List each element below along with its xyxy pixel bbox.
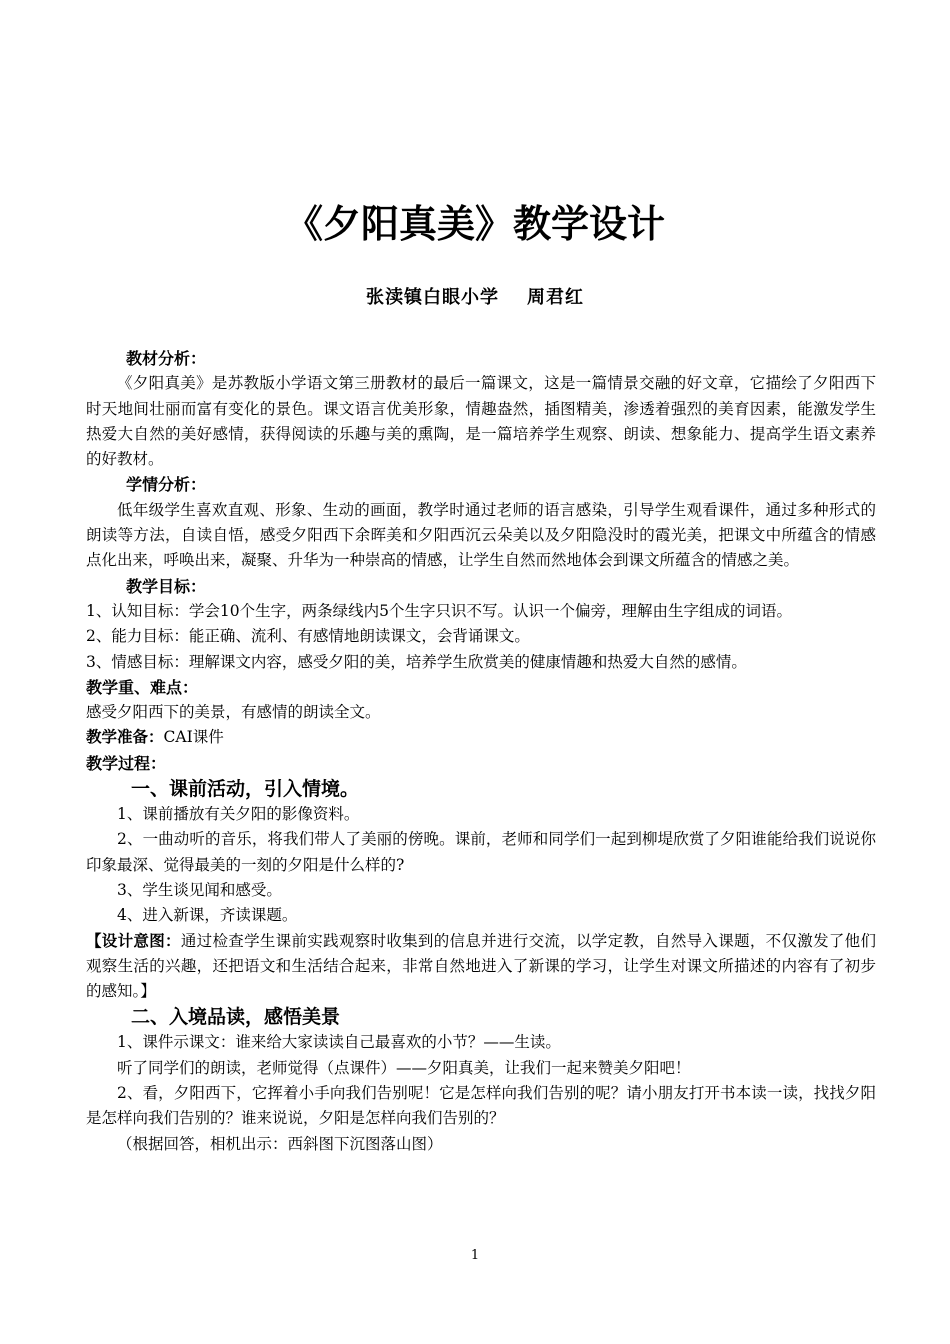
material-paragraph: 《夕阳真美》是苏教版小学语文第三册教材的最后一篇课文，这是一篇情景交融的好文章，它描绘了夕阳西下时天地间壮丽而富有变化的景色。课文语言优美形象，情趣盎然，插图精美，渗透着强烈的美育因素，能激发学生热爱大自然的美好感情，获得阅读的乐趣与美的熏陶，是一篇培养学生观察、朗读、想象能力、提高学生语文素养的好教材。 — [86, 374, 876, 469]
part1-item-3: 3、学生谈见闻和感受。 — [117, 880, 282, 899]
part1-heading: 一、课前活动，引入情境。 — [131, 778, 360, 801]
goals-heading: 教学目标： — [126, 576, 207, 596]
prep-heading: 教学准备： — [86, 728, 164, 747]
author-name: 周君红 — [527, 287, 584, 308]
part2-heading: 二、入境品读，感悟美景 — [131, 1006, 341, 1029]
part2-item-3: 2、看，夕阳西下，它挥着小手向我们告别呢！它是怎样向我们告别的呢？请小朋友打开书本读一读，找找夕阳是怎样向我们告别的？谁来说说，夕阳是怎样向我们告别的？ — [86, 1084, 876, 1128]
part1-item-4: 4、进入新课，齐读课题。 — [117, 906, 298, 925]
design-note — [86, 929, 876, 1005]
goal-3: 3、情感目标：理解课文内容，感受夕阳的美，培养学生欣赏美的健康情趣和热爱大自然的感情。 — [86, 652, 747, 671]
page-number: 1 — [470, 1248, 480, 1263]
design-heading: 【设计意图： — [86, 931, 181, 950]
author-line — [0, 284, 950, 312]
part2-item-4: （根据回答，相机出示：西斜图下沉图落山图） — [117, 1134, 443, 1153]
student-paragraph: 低年级学生喜欢直观、形象、生动的画面，教学时通过老师的语言感染，引导学生观看课件，通过多种形式的朗读等方法，自读自悟，感受夕阳西下余晖美和夕阳西沉云朵美以及夕阳隐没时的霞光美，把课文中所蕴含的情感点化出来，呼唤出来，凝聚、升华为一种崇高的情感，让学生自然而然地体会到课文所蕴含的情感之美。 — [86, 500, 876, 570]
material-heading: 教材分析： — [126, 349, 207, 368]
part2-item-1: 1、课件示课文：谁来给大家读读自己最喜欢的小节？——生读。 — [117, 1033, 561, 1052]
prep-text: CAI课件 — [163, 728, 224, 747]
student-heading: 学情分析： — [126, 475, 207, 495]
goal-1: 1、认知目标：学会10个生字，两条绿线内5个生字只识不写。认识一个偏旁，理解由生字组成的词语。 — [86, 601, 792, 620]
document-body — [86, 346, 876, 1157]
key-paragraph: 感受夕阳西下的美景，有感情的朗读全文。 — [86, 703, 381, 722]
key-heading: 教学重、难点： — [86, 677, 199, 697]
prep-line — [86, 725, 876, 750]
author-school: 张渎镇白眼小学 — [366, 287, 499, 308]
process-heading: 教学过程： — [86, 753, 167, 773]
document-title: 《夕阳真美》教学设计 — [284, 202, 665, 246]
part2-item-2: 听了同学们的朗读，老师觉得（点课件）——夕阳真美，让我们一起来赞美夕阳吧！ — [117, 1058, 691, 1077]
part1-item-1: 1、课前播放有关夕阳的影像资料。 — [117, 805, 360, 824]
part1-item-2: 2、一曲动听的音乐，将我们带人了美丽的傍晚。课前，老师和同学们一起到柳堤欣赏了夕阳谁能给我们说说你印象最深、觉得最美的一刻的夕阳是什么样的? — [86, 830, 876, 874]
design-text: 通过检查学生课前实践观察时收集到的信息并进行交流，以学定教，自然导入课题，不仅激发了他们观察生活的兴趣，还把语文和生活结合起来，非常自然地进入了新课的学习，让学生对课文所描述的内容有了初步的感知。】 — [86, 931, 876, 1001]
goal-2: 2、能力目标：能正确、流利、有感情地朗读课文，会背诵课文。 — [86, 627, 530, 646]
